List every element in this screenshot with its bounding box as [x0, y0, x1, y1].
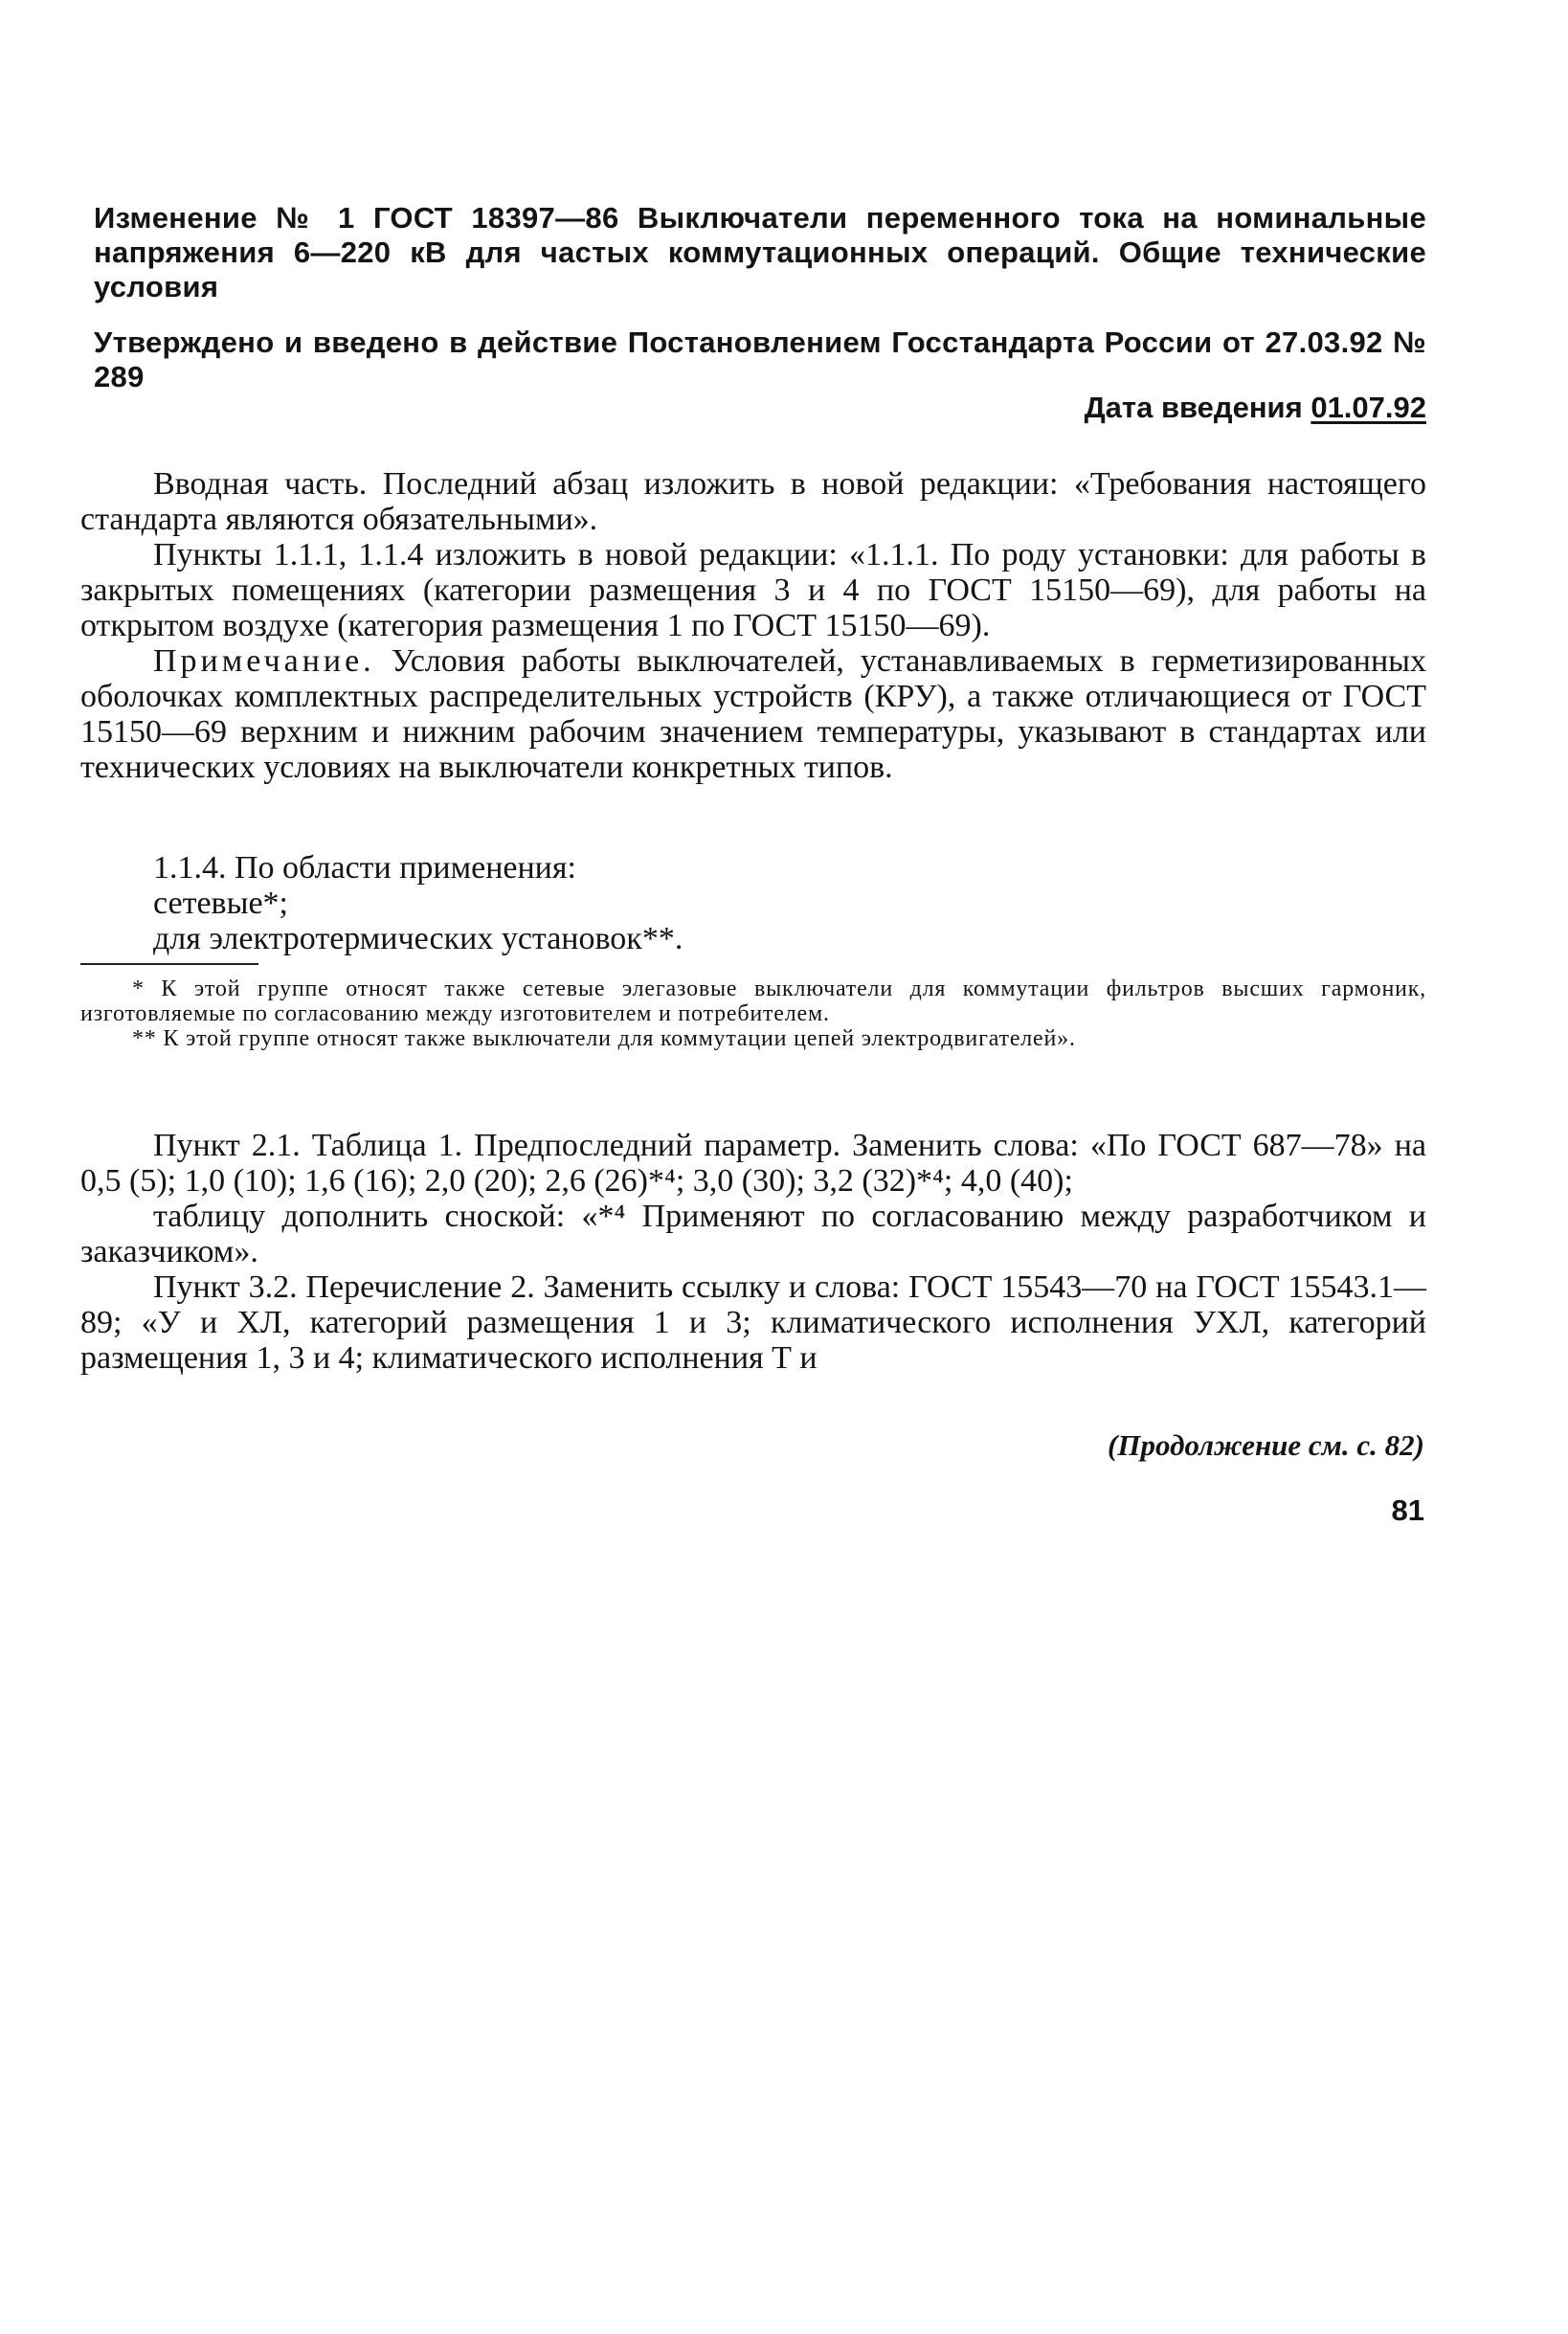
amendment-title: Изменение № 1 ГОСТ 18397—86 Выключатели переменного тока на номинальные напряжения 6—220 кВ для частых коммутационных операций. Общие технические условия	[94, 201, 1426, 303]
footnote-1: * К этой группе относят также сетевые элегазовые выключатели для коммутации фильтров высших гармоник, изготовляемые по согласованию между изготовителем и потребителем.	[80, 976, 1426, 1026]
note-label: Примечание.	[153, 643, 375, 679]
note-text: Условия работы выключателей, устанавливаемых в герметизированных оболочках комплектных распределительных устройств (КРУ), а также отличающиеся от ГОСТ 15150—69 верхним и нижним рабочим значением температуры, указывают в стандартах или технических условиях на выключатели конкретных типов.	[80, 643, 1426, 785]
footnote-divider	[80, 963, 258, 965]
paragraph-note	[80, 643, 1426, 785]
application-list	[153, 850, 683, 956]
effective-date-label: Дата введения	[1084, 391, 1303, 424]
list-item: для электротермических установок**.	[153, 921, 683, 956]
paragraph-item-3-2: Пункт 3.2. Перечисление 2. Заменить ссылку и слова: ГОСТ 15543—70 на ГОСТ 15543.1—89; «У и ХЛ, категорий размещения 1 и 3; климатического исполнения УХЛ, категорий размещения 1, 3 и 4; климатического исполнения Т и	[80, 1269, 1426, 1376]
list-item: 1.1.4. По области применения:	[153, 850, 576, 886]
paragraph-item-2-1: Пункт 2.1. Таблица 1. Предпоследний параметр. Заменить слова: «По ГОСТ 687—78» на 0,5 (5); 1,0 (10); 1,6 (16); 2,0 (20); 2,6 (26)*⁴; 3,0 (30); 3,2 (32)*⁴; 4,0 (40);	[80, 1128, 1426, 1199]
effective-date-value: 01.07.92	[1310, 391, 1426, 424]
body-section-2	[80, 1128, 1426, 1376]
paragraph-items-1-1-1: Пункты 1.1.1, 1.1.4 изложить в новой редакции: «1.1.1. По роду установки: для работы в закрытых помещениях (категории размещения 3 и 4 по ГОСТ 15150—69), для работы на открытом воздухе (категория размещения 1 по ГОСТ 15150—69).	[80, 537, 1426, 643]
footnote-2: ** К этой группе относят также выключатели для коммутации цепей электродвигателей».	[132, 1026, 1076, 1051]
effective-date	[1085, 391, 1426, 425]
paragraph-intro: Вводная часть. Последний абзац изложить в новой редакции: «Требования настоящего стандарта являются обязательными».	[80, 466, 1426, 537]
list-item: сетевые*;	[153, 886, 288, 921]
paragraph-table-footnote: таблицу дополнить сноской: «*⁴ Применяют по согласованию между разработчиком и заказчиком».	[80, 1199, 1426, 1269]
page-number: 81	[1391, 1493, 1424, 1527]
footnotes	[80, 976, 1426, 1051]
body-section-1	[80, 466, 1426, 785]
approval-statement: Утверждено и введено в действие Постановлением Госстандарта России от 27.03.92 № 289	[94, 325, 1426, 393]
continued-note: (Продолжение см. с. 82)	[1108, 1428, 1424, 1462]
